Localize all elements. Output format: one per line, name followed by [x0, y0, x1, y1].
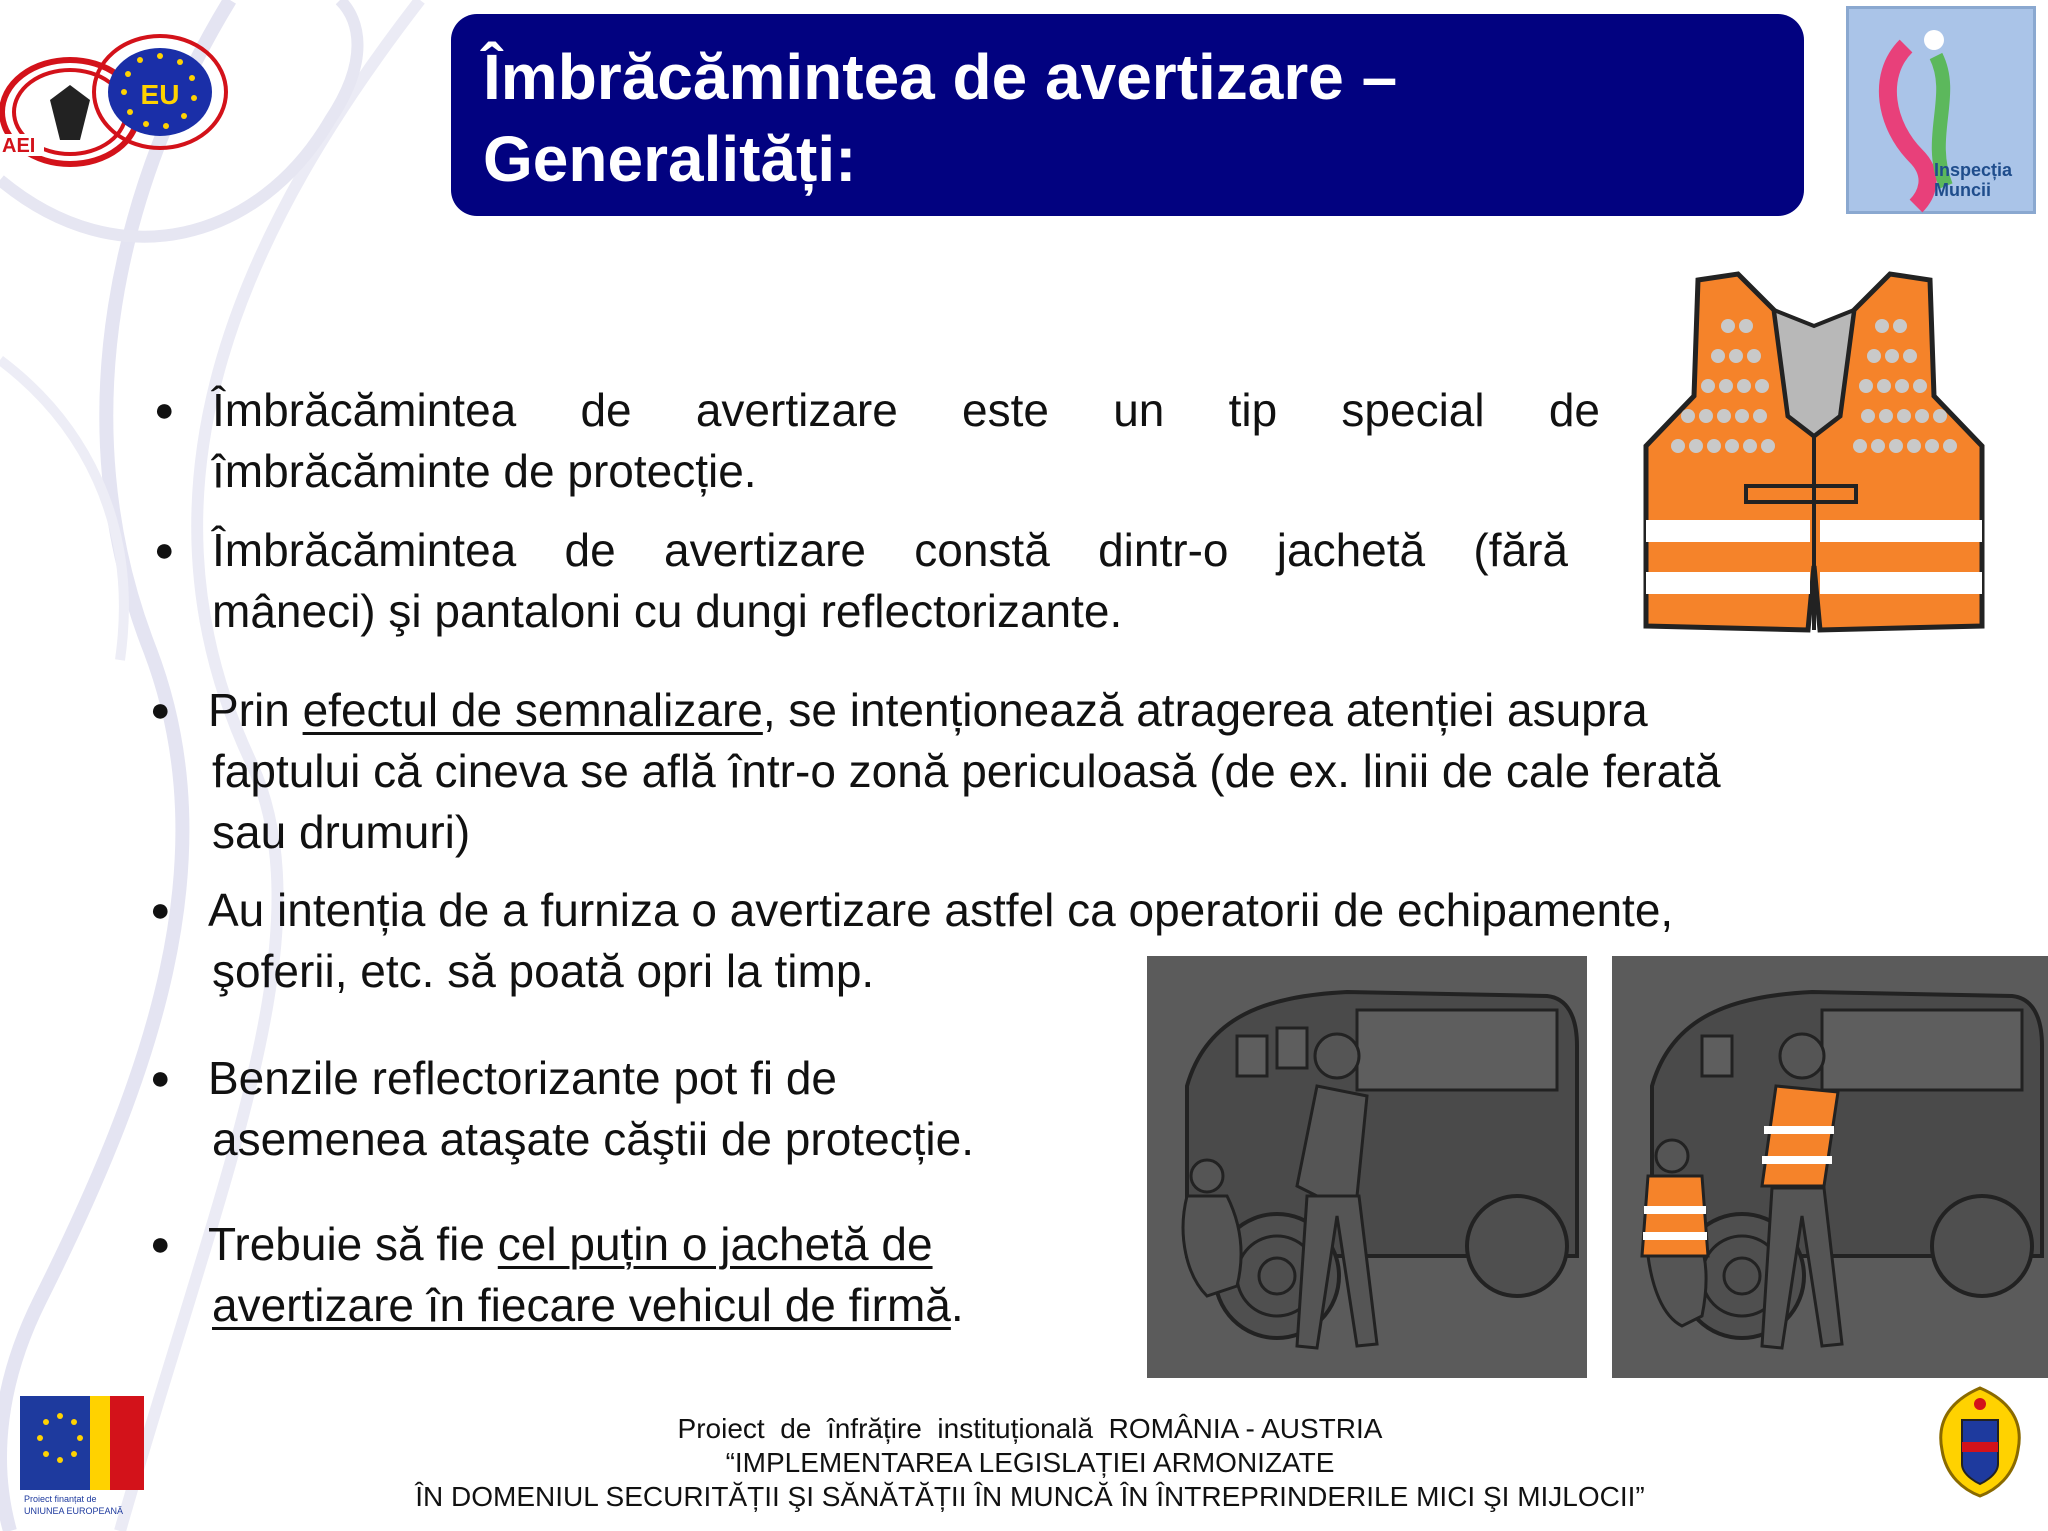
inspectia-logo-text-1: Inspecția	[1934, 160, 2013, 180]
underlined-phrase: avertizare în fiecare vehicul de firmă	[212, 1279, 951, 1331]
bullet-3-line-3: sau drumuri)	[212, 806, 471, 858]
footer-line-1: Proiect de înfrățire instituțională ROMÂNIA - AUSTRIA	[677, 1413, 1383, 1444]
aei-logo-text: AEI	[2, 135, 36, 157]
eu-funded-text-1: Proiect finanțat de	[24, 1494, 97, 1504]
bullet-6-line-2: avertizare în fiecare vehicul de firmă.	[212, 1279, 964, 1331]
bullet-4-line-1: Au intenția de a furniza o avertizare astfel ca operatorii de echipamente,	[208, 884, 1674, 936]
bullet-1	[154, 380, 1600, 502]
bullet-dot: ●	[150, 1225, 171, 1263]
bullet-3-line-1: Prin efectul de semnalizare, se intenționează atragerea atenției asupra	[208, 684, 1648, 736]
title-line-2: Generalități:	[483, 123, 857, 195]
footer-line-3: ÎN DOMENIUL SECURITĂȚII ŞI SĂNĂTĂȚII ÎN MUNCĂ ÎN ÎNTREPRINDERILE MICI ŞI MIJLOCII”	[415, 1481, 1645, 1512]
bullet-5-line-2: asemenea ataşate căştii de protecție.	[212, 1113, 975, 1165]
bullet-5	[150, 1048, 1108, 1170]
bullet-6	[150, 1214, 1108, 1336]
safety-vest-image	[1638, 266, 1990, 638]
eu-funded-logo	[20, 1396, 144, 1516]
bullet-1-line-2: îmbrăcăminte de protecție.	[212, 445, 757, 497]
bullet-3	[150, 680, 1908, 863]
title-line-1: Îmbrăcămintea de avertizare –	[483, 41, 1398, 113]
illustration-worker-without-vest	[1147, 956, 1587, 1378]
bullet-2	[154, 520, 1569, 642]
eu-funded-text-2: UNIUNEA EUROPEANĂ	[24, 1506, 124, 1516]
underlined-phrase: cel puțin o jachetă de	[497, 1218, 933, 1270]
bullet-dot: ●	[150, 1059, 171, 1097]
aei-eu-logo	[0, 30, 240, 180]
footer	[330, 1412, 1730, 1514]
bullet-dot: ●	[150, 891, 171, 929]
underlined-phrase: efectul de semnalizare	[302, 684, 763, 736]
eu-logo-text: EU	[140, 79, 180, 110]
bullet-dot: ●	[150, 691, 171, 729]
bullet-5-line-1: Benzile reflectorizante pot fi de	[208, 1052, 838, 1104]
title-banner	[451, 14, 1804, 216]
bullet-4-line-2: şoferii, etc. să poată opri la timp.	[212, 945, 875, 997]
bullet-2-line-2: mâneci) şi pantaloni cu dungi reflectorizante.	[212, 585, 1123, 637]
bullet-3-line-2: faptului că cineva se află într-o zonă periculoasă (de ex. linii de cale ferată	[212, 745, 1721, 797]
footer-line-2: “IMPLEMENTAREA LEGISLAȚIEI ARMONIZATE	[725, 1447, 1335, 1478]
inspectia-logo-text-2: Muncii	[1934, 180, 1991, 200]
romania-coat-of-arms	[1932, 1380, 2028, 1500]
inspectia-muncii-logo	[1846, 6, 2036, 214]
bullet-dot: ●	[154, 531, 175, 569]
bullet-dot: ●	[154, 391, 175, 429]
illustration-workers-with-vests	[1612, 956, 2048, 1378]
bullet-2-line-1: Îmbrăcămintea de avertizare constă dintr-o jachetă (fără	[212, 524, 1569, 576]
bullet-1-line-1: Îmbrăcămintea de avertizare este un tip special de	[212, 384, 1600, 436]
bullet-6-line-1: Trebuie să fie cel puțin o jachetă de	[208, 1218, 933, 1270]
